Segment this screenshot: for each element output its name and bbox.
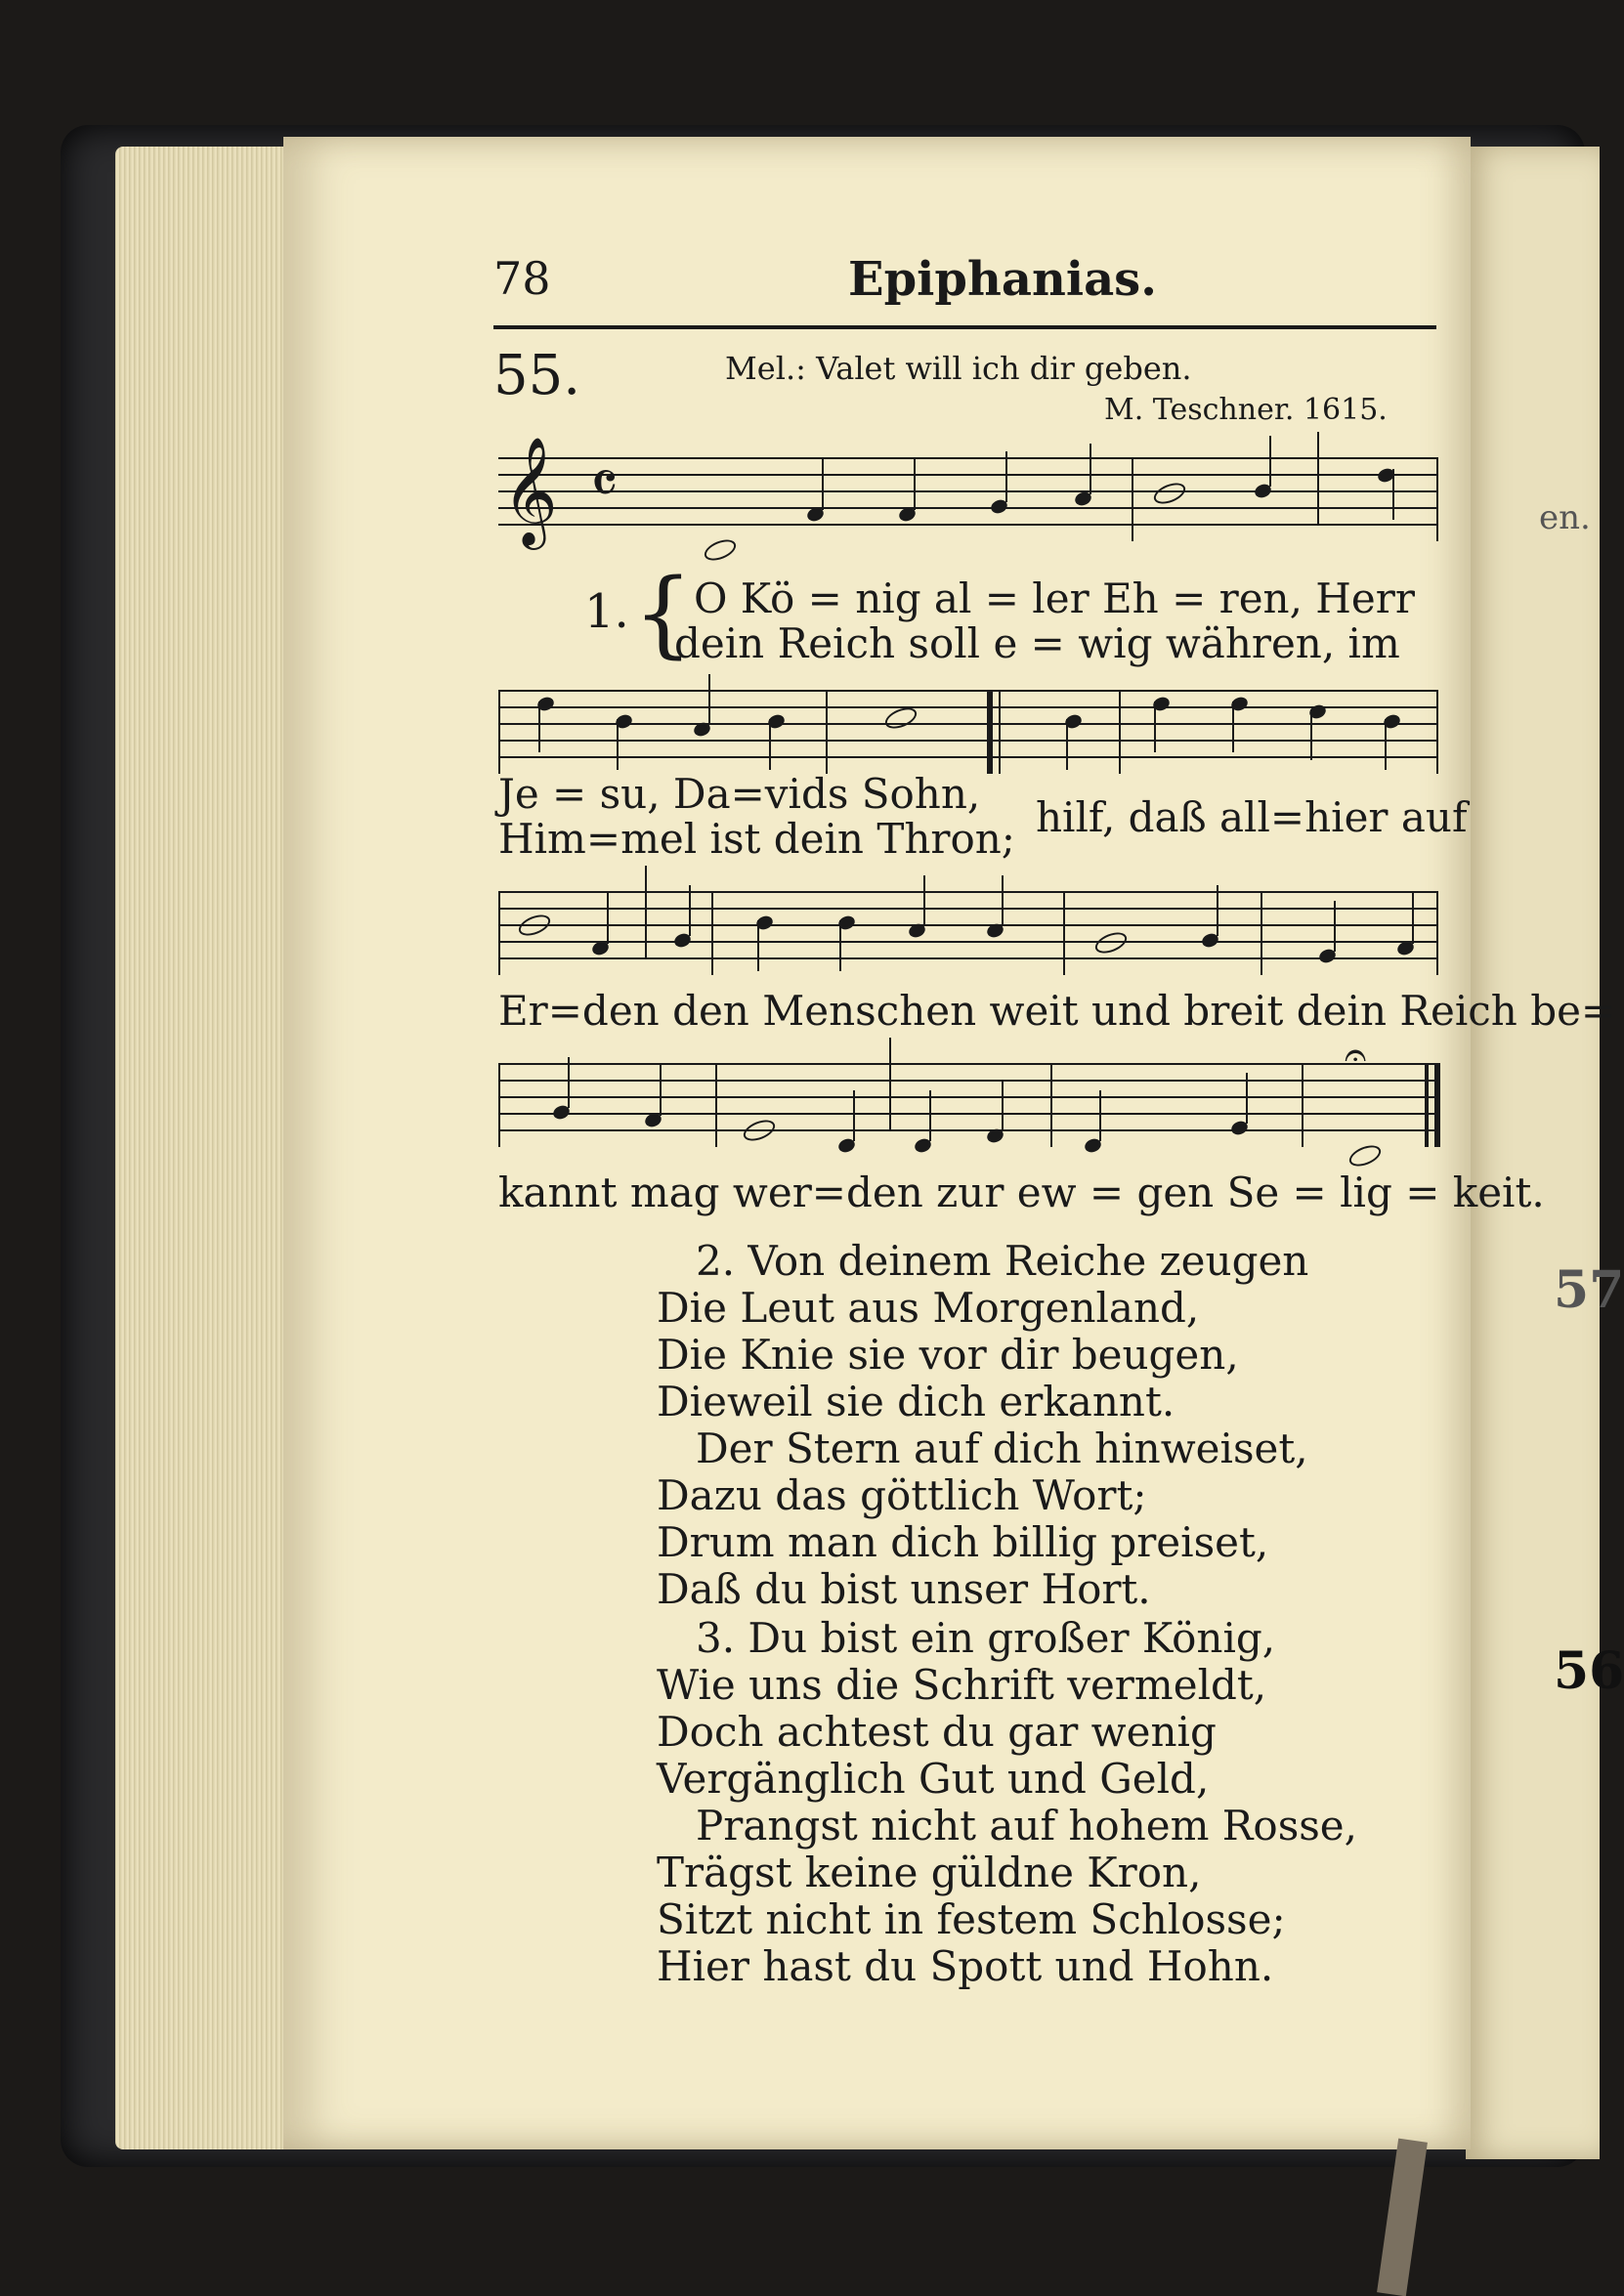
lyric-line: dein Reich soll e = wig währen, im <box>674 619 1400 667</box>
lyric-line: Je = su, Da=vids Sohn, <box>498 770 981 818</box>
verse-2-line: Daß du bist unser Hort. <box>657 1565 1151 1613</box>
verse-3-line: Prangst nicht auf hohem Rosse, <box>696 1802 1358 1850</box>
note <box>1151 479 1188 507</box>
page-number: 78 <box>493 252 551 305</box>
fermata-icon: 𝄐 <box>1345 1033 1367 1078</box>
music-staff-3 <box>498 891 1438 989</box>
melody-reference: Mel.: Valet will ich dir geben. <box>725 350 1192 387</box>
lyric-line: hilf, daß all=hier auf <box>1036 793 1468 841</box>
verse-3-line: Hier hast du Spott und Hohn. <box>657 1942 1274 1990</box>
header-rule <box>493 325 1436 329</box>
lyric-line: O Kö = nig al = ler Eh = ren, Herr <box>694 574 1415 622</box>
verse-2-line: Die Leut aus Morgenland, <box>657 1284 1200 1332</box>
verse-2-line: Die Knie sie vor dir beugen, <box>657 1331 1239 1379</box>
right-page-fragment: 57 <box>1554 1260 1624 1320</box>
verse-2-line: Dazu das göttlich Wort; <box>657 1471 1147 1519</box>
verse-3-line: Doch achtest du gar wenig <box>657 1708 1217 1756</box>
composer-credit: M. Teschner. 1615. <box>1104 393 1388 427</box>
verse-3-line: Vergänglich Gut und Geld, <box>657 1755 1210 1803</box>
verse-number: 1. <box>584 584 629 639</box>
music-staff-1 <box>498 436 1438 555</box>
note <box>516 911 553 939</box>
verse-2-line: Dieweil sie dich erkannt. <box>657 1378 1175 1425</box>
right-page-fragment: en. <box>1539 498 1591 537</box>
right-page-fragment: 56 <box>1554 1641 1624 1701</box>
verse-3-line: Sitzt nicht in festem Schlosse; <box>657 1895 1286 1943</box>
common-time-icon: 𝄴 <box>590 448 619 521</box>
music-staff-4 <box>498 1033 1438 1161</box>
section-title: Epiphanias. <box>848 252 1157 307</box>
lyric-line: Him=mel ist dein Thron; <box>498 815 1015 863</box>
right-page <box>1466 147 1624 2159</box>
lyric-line: Er=den den Menschen weit und breit dein Reich be= <box>498 987 1616 1035</box>
note <box>1092 928 1130 957</box>
verse-3-line: Wie uns die Schrift vermeldt, <box>657 1661 1267 1709</box>
verse-3-line: 3. Du bist ein großer König, <box>696 1614 1276 1662</box>
page-edges <box>115 147 301 2149</box>
brace-icon: { <box>633 559 694 668</box>
verse-2-line: 2. Von deinem Reiche zeugen <box>696 1237 1309 1285</box>
verse-2-line: Der Stern auf dich hinweiset, <box>696 1424 1308 1472</box>
lyric-line: kannt mag wer=den zur ew = gen Se = lig = keit. <box>498 1169 1545 1216</box>
treble-clef-icon: 𝄞 <box>502 436 558 545</box>
note <box>741 1116 778 1144</box>
verse-2-line: Drum man dich billig preiset, <box>657 1518 1269 1566</box>
verse-3-line: Trägst keine güldne Kron, <box>657 1849 1202 1896</box>
hymn-number: 55. <box>493 344 581 407</box>
